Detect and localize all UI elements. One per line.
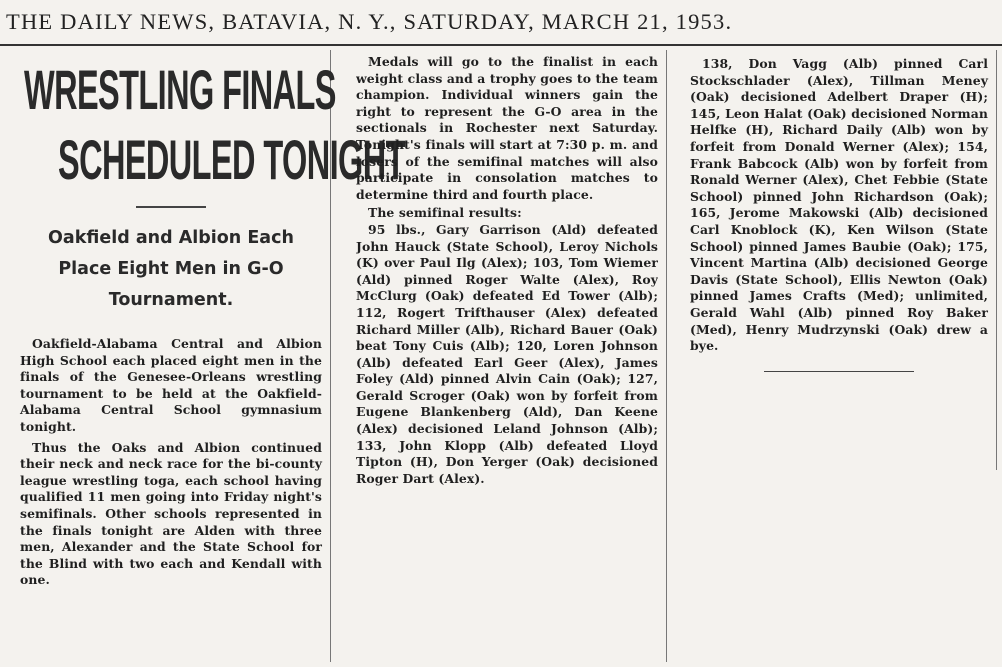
headline-line-2: SCHEDULED TONIGHT (58, 128, 405, 191)
end-rule (764, 371, 914, 372)
article-column-1 (20, 52, 405, 589)
article-body-col2 (356, 54, 658, 487)
paragraph-3: Medals will go to the finalist in each weight class and a trophy goes to the team champion. Individual winners gain the right to represent the G-O area in the sectionals in Rochester next Saturday. Tonight's finals will start at 7:30 p. m. and losers of the semifinal matches will also participate in consolation matches to determine third and fourth place. (356, 54, 658, 202)
masthead (0, 0, 1002, 44)
subhead: Oakfield and Albion Each Place Eight Men in G-O Tournament. (48, 228, 294, 310)
paragraph-6: 138, Don Vagg (Alb) pinned Carl Stockschlader (Alex), Tillman Meney (Oak) decisioned Adelbert Draper (H); 145, Leon Halat (Oak) decisioned Norman Helfke (H), Richard Daily (Alb) won by forfeit from Donald Werner (Alex); 154, Frank Babcock (Alb) won by forfeit from Ronald Werner (Alex), Chet Febbie (State School) pinned John Richardson (Oak); 165, Jerome Makowski (Alb) decisioned Carl Knoblock (K), Ken Wilson (State School) pinned James Baubie (Oak); 175, Vincent Martina (Alb) decisioned George Davis (State School), Ellis Newton (Oak) pinned James Crafts (Med); unlimited, Gerald Wahl (Alb) pinned Roy Baker (Med), Henry Mudrzynski (Oak) drew a bye. (690, 56, 988, 354)
masthead-rule (0, 44, 1002, 46)
column-rule-3 (996, 50, 997, 470)
article-column-3 (690, 56, 988, 372)
paragraph-4: The semifinal results: (368, 205, 522, 221)
article-column-2 (356, 54, 658, 660)
headline (20, 52, 405, 202)
article-body-col1 (20, 336, 322, 589)
headline-divider (136, 206, 206, 208)
masthead-line: THE DAILY NEWS, BATAVIA, N. Y., SATURDAY, MARCH 21, 1953. (6, 9, 733, 34)
headline-line-1: WRESTLING FINALS (24, 58, 336, 121)
column-rule-2 (666, 50, 667, 662)
article-body-col3 (690, 56, 988, 355)
paragraph-5: 95 lbs., Gary Garrison (Ald) defeated John Hauck (State School), Leroy Nichols (K) over Paul Ilg (Alex); 103, Tom Wiemer (Ald) pinned Roger Walte (Alex), Roy McClurg (Oak) defeated Ed Tower (Alb); 112, Rogert Trifthauser (Alex) defeated Richard Miller (Alb), Richard Bauer (Oak) beat Tony Cuis (Alb); 120, Loren Johnson (Alb) defeated Earl Geer (Alex), James Foley (Ald) pinned Alvin Cain (Oak); 127, Gerald Scroger (Oak) won by forfeit from Eugene Blankenberg (Ald), Dan Keene (Alex) decisioned Leland Johnson (Alb); 133, John Klopp (Alb) defeated Lloyd Tipton (H), Don Yerger (Oak) decisioned Roger Dart (Alex). (356, 221, 658, 486)
paragraph-1: Oakfield-Alabama Central and Albion High School each placed eight men in the finals of the Genesee-Orleans wrestling tournament to be held at the Oakfield-Alabama Central School gymnasium tonight. (20, 336, 322, 434)
paragraph-2: Thus the Oaks and Albion continued their neck and neck race for the bi-county league wrestling toga, each school having qualified 11 men going into Friday night's semifinals. Other schools represented in the finals tonight are Alden with three men, Alexander and the State School for the Blind with two each and Kendall with one. (20, 439, 322, 588)
